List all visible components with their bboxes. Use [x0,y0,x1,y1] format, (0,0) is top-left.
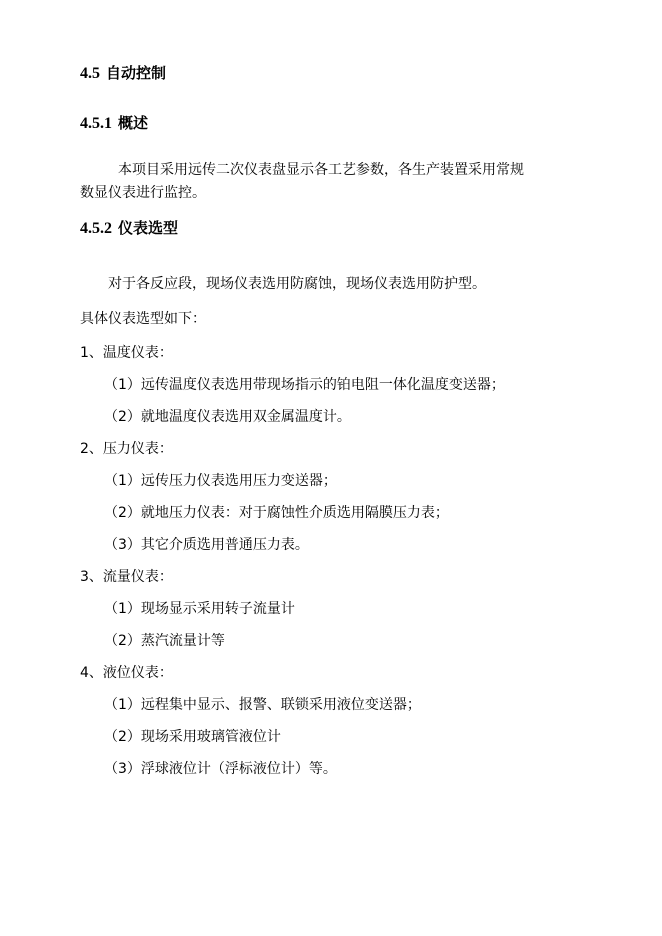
section-heading [80,64,166,83]
category-label-level: 4、液位仪表： [80,665,173,681]
subsection-title: 概述 [118,114,149,132]
section-title: 自动控制 [106,64,167,82]
subsection-heading-selection [80,219,178,238]
list-item: （2）现场采用玻璃管液位计 [104,729,281,745]
list-item: （3）浮球液位计（浮标液位计）等。 [104,761,337,777]
subsection-title: 仪表选型 [118,219,179,237]
list-item: （1）远程集中显示、报警、联锁采用液位变送器； [104,697,421,713]
category-label-flow: 3、流量仪表： [80,569,173,585]
section-number: 4.5 [80,65,100,82]
subsection-heading-overview [80,114,148,133]
list-item: （2）就地压力仪表：对于腐蚀性介质选用隔膜压力表； [104,505,449,521]
subsection-number: 4.5.2 [80,220,112,237]
subsection-number: 4.5.1 [80,115,112,132]
category-label-pressure: 2、压力仪表： [80,441,173,457]
intro-line: 对于各反应段，现场仪表选用防腐蚀，现场仪表选用防护型。 [108,276,486,292]
list-item: （1）现场显示采用转子流量计 [104,601,295,617]
list-item: （2）蒸汽流量计等 [104,633,225,649]
list-item: （3）其它介质选用普通压力表。 [104,537,309,553]
specific-line: 具体仪表选型如下： [80,311,206,327]
list-item: （2）就地温度仪表选用双金属温度计。 [104,409,351,425]
overview-paragraph-line-1: 本项目采用远传二次仪表盘显示各工艺参数，各生产装置采用常规 [118,162,524,178]
category-label-temperature: 1、温度仪表： [80,345,173,361]
overview-paragraph-line-2: 数显仪表进行监控。 [80,185,206,201]
list-item: （1）远传压力仪表选用压力变送器； [104,473,337,489]
list-item: （1）远传温度仪表选用带现场指示的铂电阻一体化温度变送器； [104,377,505,393]
